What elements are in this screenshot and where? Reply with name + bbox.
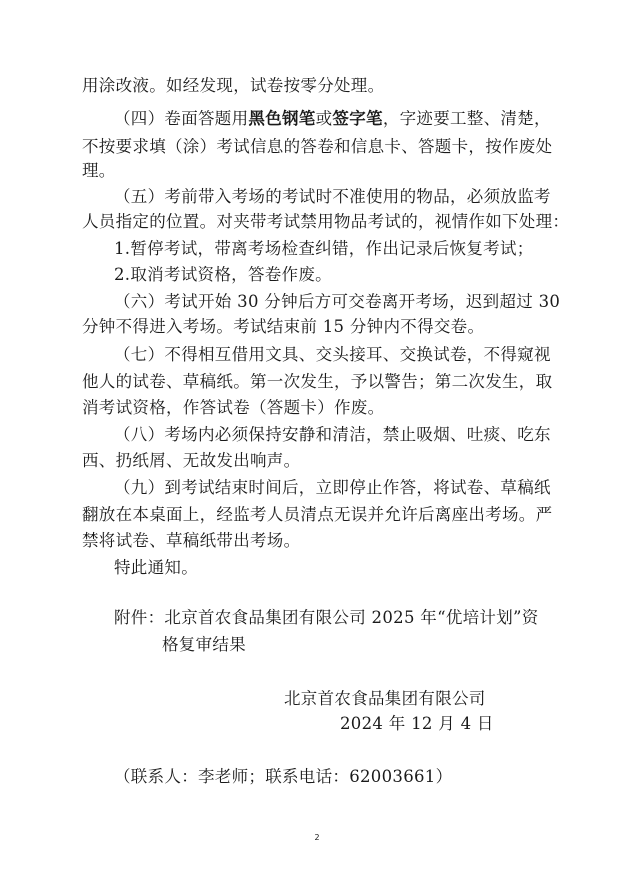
sub-item-2: 2.取消考试资格，答卷作废。 xyxy=(114,265,332,284)
text-line: 分钟不得进入考场。考试结束前 15 分钟内不得交卷。 xyxy=(82,317,485,336)
issuer-name: 北京首农食品集团有限公司 xyxy=(284,689,486,708)
page-number: 2 xyxy=(314,833,320,842)
rule-six-line: （六）考试开始 30 分钟后方可交卷离开考场，迟到超过 30 xyxy=(114,292,561,311)
contact-info: （联系人：李老师；联系电话：62003661） xyxy=(114,767,453,786)
text-line: 翻放在本桌面上，经监考人员清点无误并允许后离座出考场。严 xyxy=(82,505,553,524)
signature-pen-emphasis: 签字笔 xyxy=(332,109,383,128)
text-line: 理。 xyxy=(82,161,116,180)
rule-nine-line: （九）到考试结束时间后，立即停止作答，将试卷、草稿纸 xyxy=(114,478,551,497)
attachment-line: 附件：北京首农食品集团有限公司 2025 年“优培计划”资 xyxy=(114,608,539,627)
text-line: 用涂改液。如经发现，试卷按零分处理。 xyxy=(82,76,385,95)
text-line: 他人的试卷、草稿纸。第一次发生，予以警告；第二次发生，取 xyxy=(82,372,553,391)
closing-notice: 特此通知。 xyxy=(114,558,198,577)
issue-date: 2024 年 12 月 4 日 xyxy=(340,714,494,733)
text-line: 不按要求填（涂）考试信息的答卷和信息卡、答题卡，按作废处 xyxy=(82,137,553,156)
text-line: 西、扔纸屑、无故发出响声。 xyxy=(82,451,301,470)
rule-five-line: （五）考前带入考场的考试时不准使用的物品，必须放监考 xyxy=(114,187,551,206)
text-line: 消考试资格，作答试卷（答题卡）作废。 xyxy=(82,398,385,417)
sub-item-1: 1.暂停考试，带离考场检查纠错，作出记录后恢复考试； xyxy=(114,239,534,258)
rule-eight-line: （八）考场内必须保持安静和清洁，禁止吸烟、吐痰、吃东 xyxy=(114,425,551,444)
text-line: 人员指定的位置。对夹带考试禁用物品考试的，视情作如下处理： xyxy=(82,212,570,231)
rule-four-text: ，字迹要工整、清楚， xyxy=(382,109,551,128)
rule-four-line xyxy=(114,104,551,134)
rule-seven-line: （七）不得相互借用文具、交头接耳、交换试卷，不得窥视 xyxy=(114,345,551,364)
text-line: 禁将试卷、草稿纸带出考场。 xyxy=(82,531,301,550)
attachment-line-continued: 格复审结果 xyxy=(162,635,246,654)
rule-four-text: （四）卷面答题用 xyxy=(114,109,249,128)
rule-four-text: 或 xyxy=(315,109,333,128)
black-pen-emphasis: 黑色钢笔 xyxy=(248,109,316,128)
